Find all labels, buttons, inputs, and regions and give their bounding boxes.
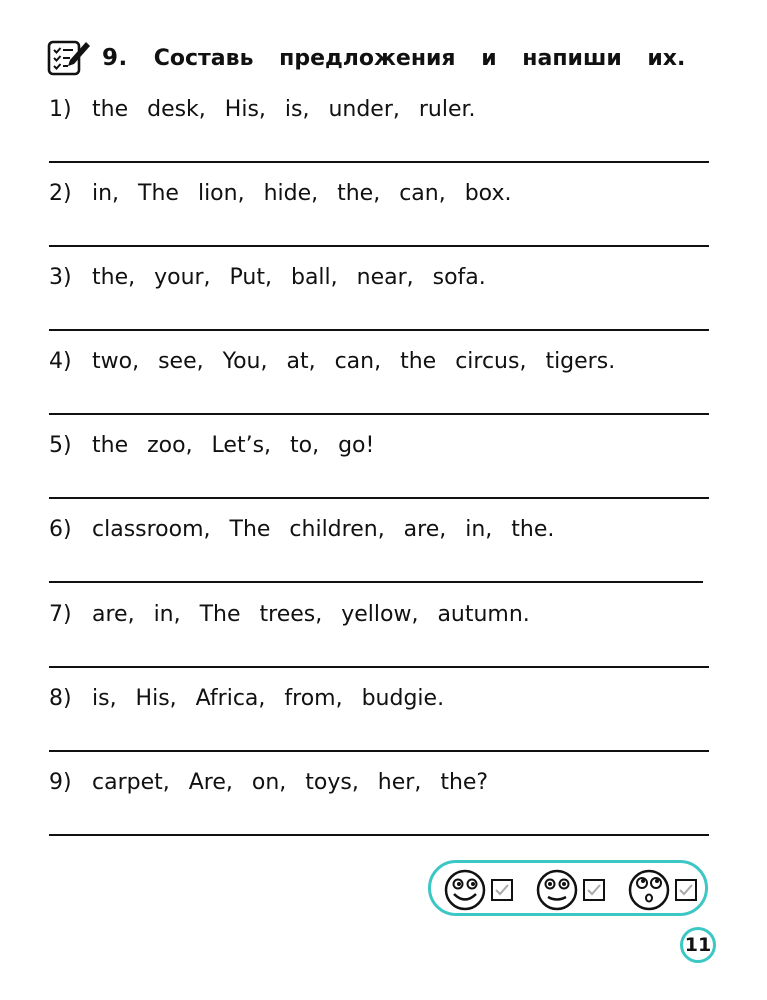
item-text [49,768,488,798]
exercise-item-7 [49,600,714,684]
answer-line[interactable] [49,581,703,583]
pencil-checklist-icon [46,38,92,78]
item-words: two, see, You, at, can, the circus, tigers. [92,349,616,374]
task-header [46,38,685,78]
item-words: the, your, Put, ball, near, sofa. [92,265,486,290]
exercise-item-2 [49,179,714,263]
answer-line[interactable] [49,161,709,163]
item-text [49,95,476,125]
item-words: classroom, The children, are, in, the. [92,517,555,542]
confused-checkbox[interactable] [675,879,697,901]
answer-line[interactable] [49,666,709,668]
item-number: 5) [49,433,72,458]
happy-checkbox[interactable] [491,879,513,901]
item-words: is, His, Africa, from, budgie. [92,686,445,711]
answer-line[interactable] [49,750,709,752]
item-text [49,600,530,630]
confused-face-icon [627,868,671,912]
item-words: are, in, The trees, yellow, autumn. [92,602,530,627]
exercise-item-3 [49,263,714,347]
exercise-item-9 [49,768,714,852]
item-text [49,347,615,377]
item-words: the desk, His, is, under, ruler. [92,97,476,122]
answer-line[interactable] [49,413,709,415]
item-number: 4) [49,349,72,374]
item-number: 7) [49,602,72,627]
item-text [49,431,374,461]
item-number: 1) [49,97,72,122]
item-text [49,179,511,209]
item-number: 8) [49,686,72,711]
exercise-item-6 [49,515,714,599]
neutral-checkbox[interactable] [583,879,605,901]
answer-line[interactable] [49,834,709,836]
exercise-item-1 [49,95,714,179]
answer-line[interactable] [49,497,709,499]
task-title: Составь предложения и напиши их. [153,45,686,71]
task-number: 9. [102,45,128,71]
happy-face-icon [443,868,487,912]
item-words: in, The lion, hide, the, can, box. [92,181,512,206]
exercise-item-4 [49,347,714,431]
neutral-face-icon [535,868,579,912]
item-text [49,684,444,714]
item-words: the zoo, Let’s, to, go! [92,433,375,458]
item-number: 3) [49,265,72,290]
item-words: carpet, Are, on, toys, her, the? [92,770,489,795]
exercise-item-5 [49,431,714,515]
page-number: 11 [680,927,716,963]
answer-line[interactable] [49,245,709,247]
item-number: 9) [49,770,72,795]
item-number: 6) [49,517,72,542]
item-text [49,515,554,545]
item-text [49,263,486,293]
answer-line[interactable] [49,329,709,331]
item-number: 2) [49,181,72,206]
exercise-item-8 [49,684,714,768]
self-assessment-panel [428,860,708,916]
